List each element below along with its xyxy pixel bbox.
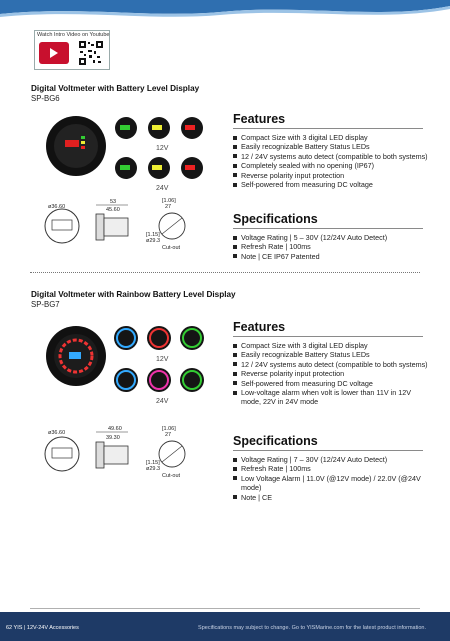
svg-text:[1.06]: [1.06]	[162, 198, 176, 204]
youtube-play-icon	[39, 42, 69, 64]
list-item: Note | CE	[233, 493, 428, 502]
product-image-sp-bg6	[34, 110, 214, 192]
qr-caption: Watch Intro Video on Youtube	[37, 32, 110, 38]
list-item: Reverse polarity input protection	[233, 369, 428, 378]
list-item: Low-voltage alarm when volt is lower than 11V in 12V mode, 22V in 24V mode	[233, 388, 428, 407]
specifications-rule	[233, 450, 423, 451]
product-image-sp-bg7	[34, 316, 214, 406]
svg-text:ø29.3: ø29.3	[146, 466, 161, 472]
image-label-24v: 24V	[156, 398, 169, 405]
image-label-12v: 12V	[156, 145, 169, 152]
svg-text:49.60: 49.60	[108, 426, 122, 432]
svg-text:ø29.3: ø29.3	[146, 238, 161, 244]
list-item: 12 / 24V systems auto detect (compatible to both systems)	[233, 360, 428, 369]
product-title: Digital Voltmeter with Battery Level Display	[31, 84, 200, 93]
svg-text:45.60: 45.60	[106, 207, 120, 213]
list-item: Voltage Rating | 7 – 30V (12/24V Auto Detect)	[233, 455, 428, 464]
list-item: Reverse polarity input protection	[233, 171, 428, 180]
svg-text:Cut-out: Cut-out	[162, 245, 181, 251]
section-divider	[30, 272, 420, 273]
svg-text:Cut-out: Cut-out	[162, 473, 181, 479]
list-item: Refresh Rate | 100ms	[233, 464, 428, 473]
svg-text:[1.15]: [1.15]	[146, 232, 160, 238]
page-footer	[0, 612, 450, 641]
features-list	[233, 133, 428, 189]
product-sku: SP-BG6	[31, 94, 60, 103]
specifications-heading: Specifications	[233, 434, 318, 448]
top-wave-banner	[0, 0, 450, 24]
features-list	[233, 341, 428, 407]
qr-code-icon	[79, 41, 103, 65]
dimension-drawing-sp-bg7	[34, 422, 214, 482]
features-rule	[233, 128, 423, 129]
footer-disclaimer: Specifications may subject to change. Go to YISMarine.com for the latest product information.	[198, 625, 426, 631]
footer-rule	[30, 608, 420, 609]
list-item: Self-powered from measuring DC voltage	[233, 180, 428, 189]
list-item: Note | CE IP67 Patented	[233, 252, 428, 261]
svg-text:27: 27	[165, 432, 172, 438]
svg-text:[1.15]: [1.15]	[146, 460, 160, 466]
svg-text:[1.06]: [1.06]	[162, 426, 176, 432]
list-item: Easily recognizable Battery Status LEDs	[233, 350, 428, 359]
list-item: Compact Size with 3 digital LED display	[233, 341, 428, 350]
list-item: Compact Size with 3 digital LED display	[233, 133, 428, 142]
list-item: Easily recognizable Battery Status LEDs	[233, 142, 428, 151]
footer-page-info: 62 YIS | 12V-24V Accessories	[6, 625, 79, 631]
list-item: Low Voltage Alarm | 11.0V (@12V mode) / 22.0V (@24V mode)	[233, 474, 428, 493]
list-item: Self-powered from measuring DC voltage	[233, 379, 428, 388]
specifications-list	[233, 455, 428, 502]
image-label-12v: 12V	[156, 356, 169, 363]
svg-text:ø36.60: ø36.60	[48, 430, 66, 436]
svg-text:39.30: 39.30	[106, 435, 120, 441]
list-item: 12 / 24V systems auto detect (compatible to both systems)	[233, 152, 428, 161]
list-item: Refresh Rate | 100ms	[233, 242, 428, 251]
specifications-heading: Specifications	[233, 212, 318, 226]
product-title: Digital Voltmeter with Rainbow Battery Level Display	[31, 290, 236, 299]
svg-text:27: 27	[165, 204, 172, 210]
youtube-qr-box[interactable]	[34, 30, 110, 70]
dimension-drawing-sp-bg6	[34, 196, 214, 256]
product-sku: SP-BG7	[31, 300, 60, 309]
list-item: Voltage Rating | 5 – 30V (12/24V Auto Detect)	[233, 233, 428, 242]
svg-text:53: 53	[110, 199, 117, 205]
svg-text:ø36.60: ø36.60	[48, 204, 66, 210]
features-heading: Features	[233, 320, 286, 334]
features-rule	[233, 336, 423, 337]
specifications-list	[233, 233, 428, 261]
image-label-24v: 24V	[156, 185, 169, 192]
list-item: Completely sealed with no opening (IP67)	[233, 161, 428, 170]
specifications-rule	[233, 228, 423, 229]
features-heading: Features	[233, 112, 286, 126]
